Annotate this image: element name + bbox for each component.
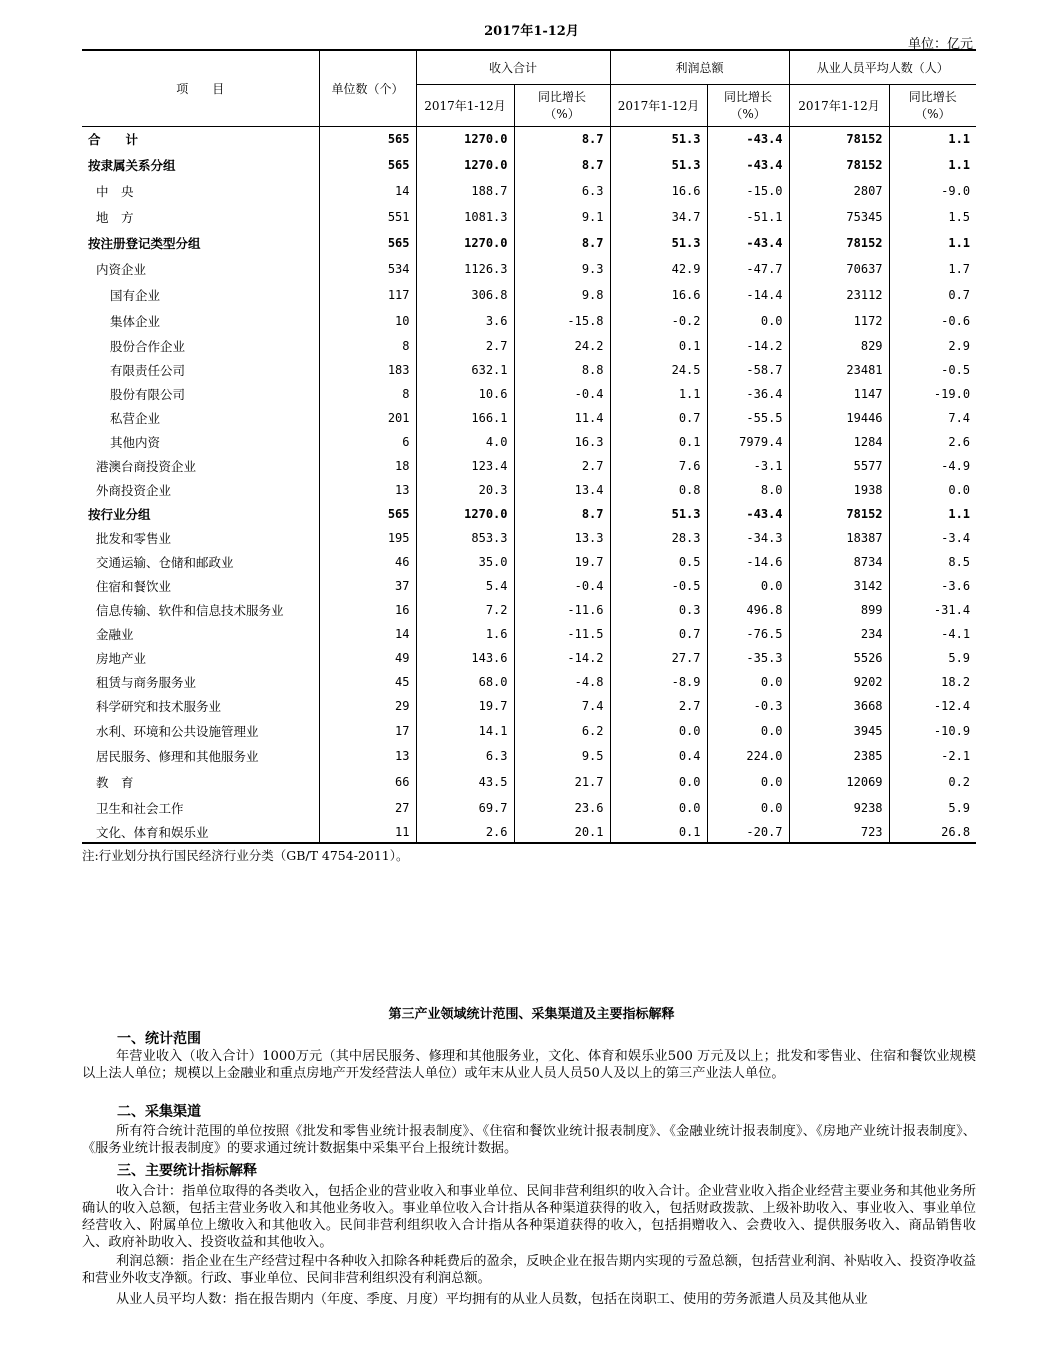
section-1-text: 年营业收入（收入合计）1000万元（其中居民服务、修理和其他服务业，文化、体育和娱乐业500 万元及以上；批发和零售业、住宿和餐饮业规模以上法人单位；规模以上金融业和重点房地产开发经营法人单位）或年末从业人员人员50人及以上的第三产业法人单位。 (82, 1049, 976, 1081)
cell-profit-g: -20.7 (707, 821, 789, 843)
cell-profit-g: -0.3 (707, 694, 789, 718)
cell-emp-g: 5.9 (889, 795, 976, 821)
cell-profit-g: 0.0 (707, 718, 789, 743)
cell-profit-g: -14.4 (707, 282, 789, 308)
cell-emp: 12069 (789, 769, 889, 795)
cell-profit-g: 496.8 (707, 598, 789, 622)
cell-rev: 6.3 (416, 743, 514, 769)
cell-profit-g: 8.0 (707, 478, 789, 502)
section-1-heading: 一、统计范围 (117, 1031, 201, 1047)
cell-rev-g: 8.7 (514, 126, 610, 152)
cell-units: 37 (319, 574, 416, 598)
header-profit: 利润总额 (610, 50, 789, 84)
cell-rev: 20.3 (416, 478, 514, 502)
cell-emp: 19446 (789, 406, 889, 430)
cell-profit: 51.3 (610, 126, 707, 152)
cell-rev-g: 24.2 (514, 333, 610, 358)
cell-emp-g: -3.6 (889, 574, 976, 598)
cell-emp: 723 (789, 821, 889, 843)
cell-rev-g: -4.8 (514, 670, 610, 694)
cell-units: 565 (319, 126, 416, 152)
cell-profit-g: -34.3 (707, 526, 789, 550)
cell-emp-g: -12.4 (889, 694, 976, 718)
header-item: 项 目 (82, 50, 319, 126)
table-row (82, 574, 976, 598)
cell-emp: 234 (789, 622, 889, 646)
cell-rev-g: -0.4 (514, 382, 610, 406)
cell-profit-g: -15.0 (707, 178, 789, 204)
cell-units: 11 (319, 821, 416, 843)
cell-units: 45 (319, 670, 416, 694)
cell-rev: 853.3 (416, 526, 514, 550)
cell-emp: 18387 (789, 526, 889, 550)
cell-emp: 1284 (789, 430, 889, 454)
table-row (82, 694, 976, 718)
cell-units: 6 (319, 430, 416, 454)
header-emp-period: 2017年1-12月 (789, 84, 889, 126)
table-row (82, 622, 976, 646)
cell-units: 49 (319, 646, 416, 670)
row-label: 国有企业 (110, 288, 161, 303)
cell-rev: 1126.3 (416, 256, 514, 282)
cell-emp-g: 5.9 (889, 646, 976, 670)
row-label: 按隶属关系分组 (88, 158, 176, 173)
cell-units: 27 (319, 795, 416, 821)
cell-rev-g: 9.8 (514, 282, 610, 308)
cell-profit-g: 0.0 (707, 574, 789, 598)
row-label: 集体企业 (110, 313, 161, 329)
row-label: 外商投资企业 (96, 483, 172, 498)
cell-profit: 0.1 (610, 821, 707, 843)
cell-emp-g: 1.1 (889, 502, 976, 526)
report-period: 2017年1-12月 (484, 24, 579, 39)
cell-profit-g: 0.0 (707, 795, 789, 821)
table-row (82, 333, 976, 358)
table-row (82, 256, 976, 282)
cell-emp-g: -31.4 (889, 598, 976, 622)
row-label: 地 方 (96, 210, 134, 225)
cell-units: 10 (319, 308, 416, 333)
table-row (82, 670, 976, 694)
cell-profit: 51.3 (610, 152, 707, 178)
cell-rev-g: 8.7 (514, 152, 610, 178)
cell-rev: 2.6 (416, 821, 514, 843)
cell-units: 18 (319, 454, 416, 478)
cell-emp: 1938 (789, 478, 889, 502)
cell-profit: 0.3 (610, 598, 707, 622)
cell-rev: 1081.3 (416, 204, 514, 230)
cell-emp-g: -4.9 (889, 454, 976, 478)
cell-rev: 2.7 (416, 333, 514, 358)
row-label: 信息传输、软件和信息技术服务业 (96, 603, 284, 618)
cell-profit: 0.7 (610, 406, 707, 430)
table-row (82, 454, 976, 478)
row-label: 批发和零售业 (96, 531, 172, 546)
cell-rev: 3.6 (416, 308, 514, 333)
cell-profit: 27.7 (610, 646, 707, 670)
table-row (82, 406, 976, 430)
unit-label: 单位：亿元 (907, 37, 973, 52)
cell-rev-g: 2.7 (514, 454, 610, 478)
cell-profit-g: -3.1 (707, 454, 789, 478)
cell-units: 201 (319, 406, 416, 430)
cell-rev: 14.1 (416, 718, 514, 743)
cell-profit-g: -35.3 (707, 646, 789, 670)
cell-rev: 5.4 (416, 574, 514, 598)
row-label: 交通运输、仓储和邮政业 (96, 555, 234, 570)
cell-rev-g: 23.6 (514, 795, 610, 821)
cell-emp: 3945 (789, 718, 889, 743)
cell-emp: 75345 (789, 204, 889, 230)
cell-rev-g: 9.1 (514, 204, 610, 230)
cell-emp: 70637 (789, 256, 889, 282)
header-profit-period: 2017年1-12月 (610, 84, 707, 126)
header-employees: 从业人员平均人数（人） (789, 50, 976, 84)
cell-units: 14 (319, 178, 416, 204)
header-rev-growth: 同比增长 （%） (514, 84, 610, 126)
table-row (82, 526, 976, 550)
cell-profit: 1.1 (610, 382, 707, 406)
cell-emp-g: 0.7 (889, 282, 976, 308)
section-3-text-profit: 利润总额：指企业在生产经营过程中各种收入扣除各种耗费后的盈余，反映企业在报告期内实现的亏盈总额，包括营业利润、补贴收入、投资净收益和营业外收支净额。行政、事业单位、民间非营利组织没有利润总额。 (82, 1254, 976, 1286)
cell-profit-g: 224.0 (707, 743, 789, 769)
cell-profit-g: 7979.4 (707, 430, 789, 454)
row-label: 科学研究和技术服务业 (96, 699, 222, 714)
cell-units: 117 (319, 282, 416, 308)
cell-rev: 69.7 (416, 795, 514, 821)
header-revenue: 收入合计 (416, 50, 610, 84)
table-row (82, 282, 976, 308)
cell-profit: 0.0 (610, 718, 707, 743)
cell-profit: 7.6 (610, 454, 707, 478)
cell-profit-g: -14.2 (707, 333, 789, 358)
table-row (82, 769, 976, 795)
row-label: 港澳台商投资企业 (96, 459, 197, 474)
table-row (82, 152, 976, 178)
row-label: 按行业分组 (88, 507, 151, 522)
cell-emp-g: 0.0 (889, 478, 976, 502)
cell-emp: 23481 (789, 358, 889, 382)
row-label: 居民服务、修理和其他服务业 (96, 749, 259, 764)
cell-emp-g: -0.6 (889, 308, 976, 333)
row-label: 教 育 (96, 775, 134, 790)
table-row (82, 126, 976, 152)
cell-emp: 78152 (789, 230, 889, 256)
cell-emp: 9202 (789, 670, 889, 694)
section-3-text-revenue: 收入合计：指单位取得的各类收入，包括企业的营业收入和事业单位、民间非营利组织的收入合计。企业营业收入指企业经营主要业务和其他业务所确认的收入总额，包括主营业务收入和其他业务收入。事业单位收入合计指从各种渠道获得的收入，包括财政拨款、上级补助收入、事业收入、事业单位经营收入、附属单位上缴收入和其他收入。民间非营利组织收入合计指从各种渠道获得的收入，包括捐赠收入、会费收入、提供服务收入、商品销售收入、政府补助收入、投资收益和其他收入。 (82, 1184, 976, 1250)
table-row (82, 358, 976, 382)
cell-emp: 2385 (789, 743, 889, 769)
cell-rev-g: 9.3 (514, 256, 610, 282)
cell-emp-g: 2.6 (889, 430, 976, 454)
row-label: 租赁与商务服务业 (96, 675, 197, 690)
table-body (82, 126, 976, 843)
cell-units: 534 (319, 256, 416, 282)
cell-rev: 10.6 (416, 382, 514, 406)
table-row (82, 430, 976, 454)
cell-profit-g: 0.0 (707, 769, 789, 795)
cell-emp: 9238 (789, 795, 889, 821)
cell-profit: 0.1 (610, 333, 707, 358)
row-label: 按注册登记类型分组 (88, 236, 201, 251)
cell-emp: 23112 (789, 282, 889, 308)
cell-units: 66 (319, 769, 416, 795)
cell-rev: 4.0 (416, 430, 514, 454)
cell-rev-g: 8.7 (514, 502, 610, 526)
cell-units: 16 (319, 598, 416, 622)
cell-rev-g: -11.5 (514, 622, 610, 646)
cell-emp-g: 1.1 (889, 126, 976, 152)
table-row (82, 308, 976, 333)
row-label: 股份有限公司 (110, 387, 186, 402)
cell-profit: 51.3 (610, 230, 707, 256)
cell-units: 17 (319, 718, 416, 743)
header-units: 单位数（个） (319, 50, 416, 126)
cell-profit-g: -14.6 (707, 550, 789, 574)
cell-profit-g: -36.4 (707, 382, 789, 406)
cell-emp-g: -3.4 (889, 526, 976, 550)
statistics-table (82, 49, 976, 844)
cell-rev: 166.1 (416, 406, 514, 430)
cell-rev-g: -11.6 (514, 598, 610, 622)
cell-emp-g: 0.2 (889, 769, 976, 795)
cell-profit: -0.2 (610, 308, 707, 333)
cell-rev-g: 8.8 (514, 358, 610, 382)
row-label: 水利、环境和公共设施管理业 (96, 723, 259, 739)
cell-rev-g: 19.7 (514, 550, 610, 574)
cell-rev-g: 7.4 (514, 694, 610, 718)
cell-profit-g: 0.0 (707, 308, 789, 333)
cell-rev: 43.5 (416, 769, 514, 795)
table-row (82, 204, 976, 230)
cell-units: 29 (319, 694, 416, 718)
cell-profit-g: -58.7 (707, 358, 789, 382)
row-label: 住宿和餐饮业 (96, 579, 172, 594)
cell-emp: 899 (789, 598, 889, 622)
table-note: 注:行业划分执行国民经济行业分类（GB/T 4754-2011）。 (82, 848, 409, 863)
table-row (82, 821, 976, 843)
cell-rev-g: 13.4 (514, 478, 610, 502)
row-label: 房地产业 (96, 651, 147, 666)
cell-rev-g: 6.2 (514, 718, 610, 743)
cell-units: 13 (319, 478, 416, 502)
cell-emp: 8734 (789, 550, 889, 574)
cell-emp: 5577 (789, 454, 889, 478)
cell-profit: 0.8 (610, 478, 707, 502)
cell-profit: 51.3 (610, 502, 707, 526)
cell-emp-g: 26.8 (889, 821, 976, 843)
cell-rev-g: -0.4 (514, 574, 610, 598)
cell-emp-g: 1.5 (889, 204, 976, 230)
cell-emp-g: 2.9 (889, 333, 976, 358)
row-label: 私营企业 (110, 411, 161, 426)
table-row (82, 743, 976, 769)
cell-units: 195 (319, 526, 416, 550)
cell-rev: 123.4 (416, 454, 514, 478)
cell-emp-g: 18.2 (889, 670, 976, 694)
cell-profit-g: -43.4 (707, 152, 789, 178)
cell-rev-g: 20.1 (514, 821, 610, 843)
cell-profit: 16.6 (610, 282, 707, 308)
cell-emp: 1172 (789, 308, 889, 333)
table-row (82, 502, 976, 526)
section-2-text: 所有符合统计范围的单位按照《批发和零售业统计报表制度》、《住宿和餐饮业统计报表制度》、《金融业统计报表制度》、《房地产业统计报表制度》、《服务业统计报表制度》的要求通过统计数据集中采集平台上报统计数据。 (82, 1124, 976, 1156)
cell-units: 8 (319, 333, 416, 358)
cell-emp-g: 1.1 (889, 230, 976, 256)
cell-profit: 24.5 (610, 358, 707, 382)
row-label: 中 央 (96, 184, 134, 199)
table-row (82, 478, 976, 502)
cell-profit-g: -47.7 (707, 256, 789, 282)
cell-rev-g: 16.3 (514, 430, 610, 454)
cell-profit-g: -43.4 (707, 502, 789, 526)
cell-emp: 1147 (789, 382, 889, 406)
cell-rev: 1270.0 (416, 152, 514, 178)
cell-emp: 78152 (789, 502, 889, 526)
cell-profit: 0.5 (610, 550, 707, 574)
cell-units: 565 (319, 152, 416, 178)
cell-emp-g: 1.1 (889, 152, 976, 178)
cell-rev-g: 8.7 (514, 230, 610, 256)
section-3-heading: 三、主要统计指标解释 (117, 1163, 257, 1179)
section-3-text-employees: 从业人员平均人数：指在报告期内（年度、季度、月度）平均拥有的从业人员数，包括在岗职工、使用的劳务派遣人员及其他从业 (116, 1292, 868, 1307)
row-label: 其他内资 (110, 435, 161, 450)
cell-emp: 829 (789, 333, 889, 358)
cell-rev-g: 13.3 (514, 526, 610, 550)
cell-rev-g: 11.4 (514, 406, 610, 430)
row-label: 金融业 (96, 627, 134, 642)
section-2-heading: 二、采集渠道 (117, 1104, 201, 1120)
cell-profit-g: -43.4 (707, 126, 789, 152)
cell-rev: 35.0 (416, 550, 514, 574)
cell-units: 8 (319, 382, 416, 406)
cell-emp: 5526 (789, 646, 889, 670)
table-row (82, 230, 976, 256)
cell-profit: 0.0 (610, 795, 707, 821)
cell-emp-g: -9.0 (889, 178, 976, 204)
cell-profit: -8.9 (610, 670, 707, 694)
table-row (82, 550, 976, 574)
cell-rev-g: 9.5 (514, 743, 610, 769)
cell-profit: -0.5 (610, 574, 707, 598)
cell-profit-g: 0.0 (707, 670, 789, 694)
cell-emp: 78152 (789, 126, 889, 152)
header-profit-growth: 同比增长 （%） (707, 84, 789, 126)
cell-emp-g: 7.4 (889, 406, 976, 430)
cell-rev-g: 6.3 (514, 178, 610, 204)
row-label: 内资企业 (96, 262, 147, 277)
cell-units: 14 (319, 622, 416, 646)
cell-profit-g: -51.1 (707, 204, 789, 230)
cell-emp: 3142 (789, 574, 889, 598)
header-rev-period: 2017年1-12月 (416, 84, 514, 126)
cell-units: 13 (319, 743, 416, 769)
cell-emp: 78152 (789, 152, 889, 178)
cell-profit-g: -43.4 (707, 230, 789, 256)
cell-rev: 7.2 (416, 598, 514, 622)
cell-profit: 16.6 (610, 178, 707, 204)
cell-rev: 1270.0 (416, 502, 514, 526)
cell-profit-g: -76.5 (707, 622, 789, 646)
cell-rev: 1270.0 (416, 126, 514, 152)
cell-rev-g: 21.7 (514, 769, 610, 795)
cell-profit: 28.3 (610, 526, 707, 550)
cell-emp-g: 1.7 (889, 256, 976, 282)
cell-units: 183 (319, 358, 416, 382)
cell-profit: 2.7 (610, 694, 707, 718)
cell-emp-g: -4.1 (889, 622, 976, 646)
cell-emp-g: -0.5 (889, 358, 976, 382)
cell-rev: 19.7 (416, 694, 514, 718)
cell-emp-g: -10.9 (889, 718, 976, 743)
row-label: 合 计 (88, 132, 139, 148)
header-emp-growth: 同比增长 （%） (889, 84, 976, 126)
cell-emp: 3668 (789, 694, 889, 718)
cell-profit: 0.1 (610, 430, 707, 454)
cell-profit: 0.4 (610, 743, 707, 769)
table-row (82, 382, 976, 406)
cell-profit: 34.7 (610, 204, 707, 230)
cell-emp: 2807 (789, 178, 889, 204)
cell-units: 551 (319, 204, 416, 230)
cell-rev-g: -15.8 (514, 308, 610, 333)
cell-rev: 1.6 (416, 622, 514, 646)
row-label: 有限责任公司 (110, 363, 186, 378)
table-row (82, 718, 976, 743)
cell-rev-g: -14.2 (514, 646, 610, 670)
row-label: 股份合作企业 (110, 338, 186, 354)
table-row (82, 646, 976, 670)
cell-units: 565 (319, 230, 416, 256)
cell-units: 565 (319, 502, 416, 526)
row-label: 卫生和社会工作 (96, 801, 184, 816)
cell-profit: 0.7 (610, 622, 707, 646)
cell-profit: 0.0 (610, 769, 707, 795)
cell-profit-g: -55.5 (707, 406, 789, 430)
cell-rev: 306.8 (416, 282, 514, 308)
cell-rev: 1270.0 (416, 230, 514, 256)
row-label: 文化、体育和娱乐业 (82, 821, 319, 843)
table-row (82, 178, 976, 204)
cell-rev: 188.7 (416, 178, 514, 204)
table-row (82, 598, 976, 622)
cell-units: 46 (319, 550, 416, 574)
cell-emp-g: -19.0 (889, 382, 976, 406)
cell-rev: 143.6 (416, 646, 514, 670)
cell-emp-g: -2.1 (889, 743, 976, 769)
cell-profit: 42.9 (610, 256, 707, 282)
doc-title: 第三产业领域统计范围、采集渠道及主要指标解释 (388, 1007, 675, 1022)
cell-rev: 632.1 (416, 358, 514, 382)
cell-emp-g: 8.5 (889, 550, 976, 574)
table-row (82, 795, 976, 821)
cell-rev: 68.0 (416, 670, 514, 694)
